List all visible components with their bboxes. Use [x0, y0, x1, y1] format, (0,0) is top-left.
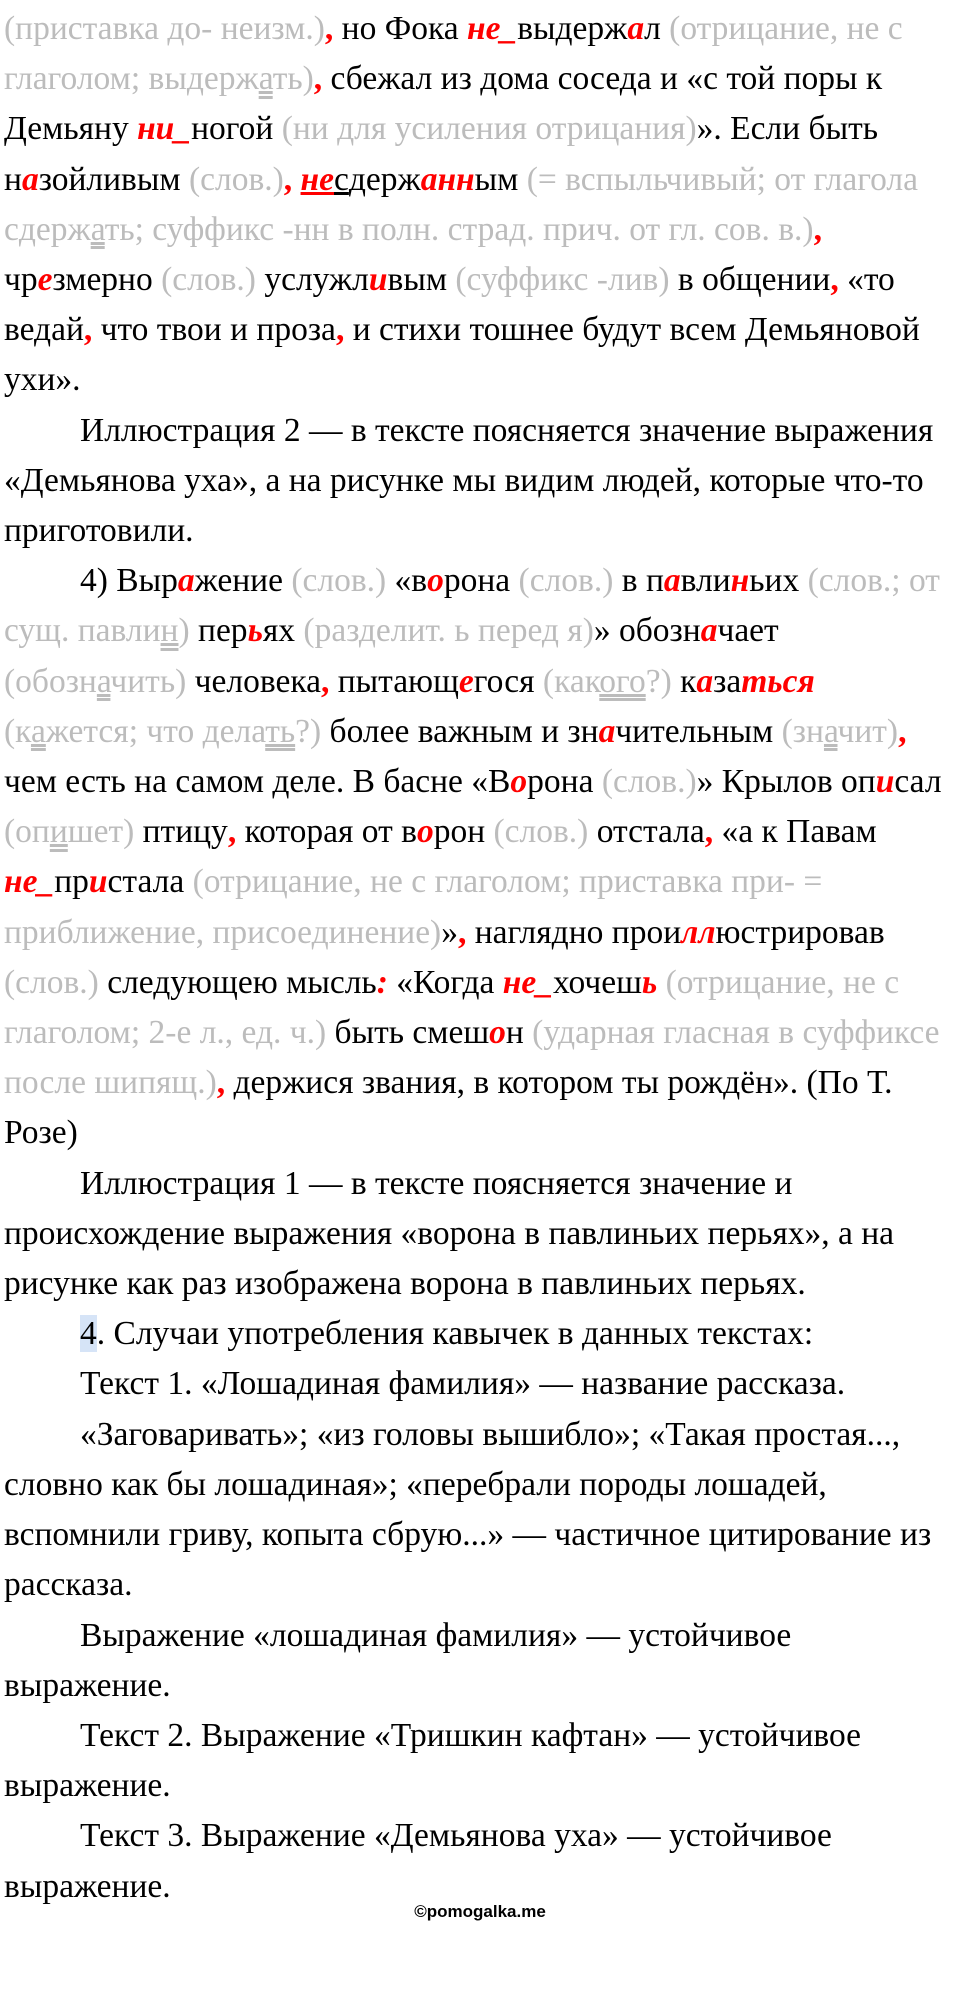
document-body	[4, 4, 956, 1912]
comment-run: и	[49, 813, 68, 851]
text-run: чительным	[615, 712, 782, 750]
highlight-run: о	[427, 562, 444, 600]
comment-run: а	[96, 662, 111, 700]
text-run: чр	[4, 261, 38, 299]
paragraph	[4, 4, 956, 406]
text-run: ым	[474, 160, 527, 198]
text-run: человека	[186, 662, 321, 700]
paragraph	[4, 1711, 956, 1811]
comment-run: а	[823, 712, 838, 750]
text-run: зойливым	[38, 160, 189, 198]
comment-run: (слов.)	[291, 562, 387, 600]
comment-run: (приставка до- неизм.)	[4, 10, 325, 47]
comment-run: а	[90, 210, 105, 248]
text-run: Текст 1. «Лошадиная фамилия» — название рассказа.	[80, 1365, 846, 1403]
text-run: «то ведай	[4, 261, 895, 349]
highlight-run: е	[458, 662, 474, 700]
highlight-run: лл	[681, 913, 716, 951]
text-run: стала	[107, 863, 193, 901]
comment-run: )	[178, 612, 190, 650]
highlight-run: а	[700, 612, 718, 650]
text-run: за	[713, 662, 742, 700]
text-run: Текст 3. Выражение «Демьянова уха» — устойчивое выражение.	[4, 1817, 832, 1905]
comment-run: (ни для усиления отрицания)	[281, 110, 697, 148]
paragraph	[4, 556, 956, 1158]
highlight-run: а	[21, 160, 39, 198]
text-run: выдерж	[517, 10, 628, 47]
comment-run: ть)	[272, 60, 314, 98]
paragraph	[4, 406, 956, 557]
comment-run: шет)	[67, 813, 135, 851]
comment-run: (слов.)	[161, 261, 256, 299]
text-run: сал	[894, 763, 942, 801]
text-run: ». Если быть н	[4, 110, 878, 198]
text-run: в п	[613, 562, 664, 600]
comment-run: (слов.)	[518, 562, 614, 600]
text-run: рона	[527, 763, 602, 801]
highlight-run: ,	[898, 712, 907, 750]
text-run: в общении	[669, 261, 831, 299]
highlight-run: ,	[813, 210, 822, 248]
text-run	[657, 964, 665, 1001]
comment-run: (зн	[781, 712, 824, 750]
text-run: »	[441, 913, 458, 951]
comment-run: (слов.)	[4, 963, 99, 1001]
text-run: Иллюстрация 1 — в тексте поясняется значение и происхождение выражения «ворона в павлиньих перьях», а на рисунке как раз изображена ворона в павлиньих перьях.	[4, 1164, 895, 1303]
comment-run: (слов.; от сущ. павли	[4, 562, 940, 650]
highlight-run: анн	[420, 160, 475, 198]
highlight-run: ,	[83, 311, 93, 349]
text-run: » Крылов оп	[696, 763, 876, 801]
text-run: отстала	[588, 813, 705, 851]
highlight-run: не_	[4, 863, 55, 901]
paragraph	[4, 1611, 956, 1711]
comment-run: (как	[542, 662, 600, 700]
comment-run: (слов.)	[188, 160, 284, 198]
comment-run: ть	[265, 712, 296, 750]
highlight-run: ь	[247, 612, 263, 650]
text-run: следующею мысль	[98, 963, 377, 1001]
text-run: н	[505, 1014, 533, 1052]
comment-run: (отрицание, не с глаголом; 2-е л., ед. ч.)	[4, 963, 900, 1052]
watermark: ©pomogalka.me	[414, 1902, 546, 1921]
comment-run: жется; что дела	[45, 712, 266, 750]
text-run: Выражение «лошадиная фамилия» — устойчивое выражение.	[4, 1616, 792, 1704]
highlight-run: ,	[704, 813, 714, 851]
paragraph	[4, 1159, 956, 1310]
text-run: держ	[348, 160, 421, 198]
text-run: Текст 2. Выражение «Тришкин кафтан» — устойчивое выражение.	[4, 1716, 862, 1805]
comment-run: (суффикс -лив)	[455, 261, 670, 299]
text-run: пр	[54, 863, 89, 901]
comment-run: ого	[599, 662, 646, 700]
highlight-run: и	[368, 261, 388, 299]
comment-run: а	[258, 60, 273, 98]
highlight-run: не_	[466, 10, 518, 47]
highlight-run: н	[730, 562, 750, 600]
text-run: наглядно прои	[466, 913, 682, 951]
comment-run: (обозн	[4, 662, 97, 700]
comment-run: ?)	[645, 662, 672, 700]
highlight-run: е	[37, 261, 53, 299]
highlight-run: :	[376, 963, 388, 1001]
text-run: » обозн	[593, 612, 701, 650]
comment-run: (оп	[4, 813, 50, 851]
text-run: быть смеш	[326, 1014, 490, 1052]
highlight-run: а	[627, 10, 645, 47]
highlight-run: ни_	[137, 110, 192, 148]
text-run: змерно	[52, 261, 162, 299]
highlight-run: а	[177, 562, 195, 600]
paragraph	[4, 1811, 956, 1911]
text-run: «Заговаривать»; «из головы вышибло»; «Такая простая..., словно как бы лошадиная»; «перебрали породы лошадей, вспомнили гриву, копыта сбрую...» — частичное цитирование из рассказа.	[4, 1415, 932, 1604]
text-run: Иллюстрация 2 — в тексте поясняется значение выражения «Демьянова уха», а на рисунке мы видим людей, которые что-то приготовили.	[4, 411, 934, 550]
comment-run: (разделит. ь перед я)	[303, 612, 594, 650]
highlight-run: ,	[216, 1064, 226, 1102]
highlight-run: не_	[502, 963, 553, 1001]
text-run: пер	[189, 612, 248, 650]
highlight-run: ,	[335, 311, 345, 349]
text-run: «а к Павам	[713, 813, 877, 851]
text-run: птицу	[134, 813, 228, 851]
text-run: . Случаи употребления кавычек в данных текстах:	[96, 1315, 814, 1353]
text-run: но Фока	[333, 10, 467, 47]
text-run: что твои и проза	[92, 311, 336, 349]
text-run: более важным и зн	[321, 712, 599, 750]
paragraph	[4, 1410, 956, 1611]
text-run: чает	[717, 612, 779, 650]
text-run: рон	[433, 813, 494, 851]
text-run: гося	[473, 662, 543, 700]
highlight-run: о	[489, 1014, 506, 1052]
text-run	[292, 161, 300, 198]
text-run: ьих	[749, 562, 808, 600]
comment-run: чит)	[837, 712, 899, 750]
highlight-run: а	[598, 712, 616, 750]
highlight-run: ,	[313, 60, 323, 98]
text-run: рона	[443, 562, 519, 600]
comment-run: (отрицание, не с глаголом; приставка при- = приближение, присоединение)	[4, 863, 823, 951]
comment-run: а	[30, 712, 46, 750]
text-run: «в	[386, 562, 428, 600]
highlight-run: ,	[320, 662, 330, 700]
text-run: жение	[194, 562, 292, 600]
paragraph	[4, 1359, 956, 1409]
text-run: вли	[680, 562, 731, 600]
highlight-run: о	[416, 813, 434, 851]
comment-run: (ударная гласная в суффиксе после шипящ.)	[4, 1014, 940, 1102]
text-run: и стихи тошнее будут всем Демьяновой ухи».	[4, 311, 920, 399]
text-run: пытающ	[329, 662, 459, 700]
text-run: вым	[387, 261, 456, 299]
text-run: хочеш	[553, 963, 642, 1001]
highlight-run: а	[663, 562, 681, 600]
highlight-run: ,	[830, 261, 839, 299]
underlined-run: с	[334, 160, 349, 198]
text-run: которая от в	[236, 813, 417, 851]
highlight-run: и	[88, 863, 108, 901]
text-run: юстрировав	[715, 913, 885, 951]
text-run: сбежал из дома соседа и «с той поры к Демьяну	[4, 60, 883, 148]
text-run: 4) Выр	[80, 562, 178, 600]
highlight-run: ,	[457, 913, 467, 951]
highlight-run: а	[696, 662, 714, 700]
highlight-run: ,	[324, 10, 334, 47]
comment-run: н	[160, 612, 179, 650]
text-run: держися звания, в котором ты рождён». (По Т. Розе)	[4, 1064, 893, 1152]
highlight-run: ь	[641, 963, 658, 1001]
text-run: к	[671, 662, 697, 700]
highlight-run: ться	[741, 662, 815, 700]
comment-run: (к	[4, 712, 31, 750]
comment-run: (отрицание, не с глаголом; выдерж	[4, 10, 903, 98]
text-run: «Когда	[387, 963, 503, 1001]
highlight-run: ,	[283, 160, 293, 198]
text-run: ногой	[191, 110, 282, 148]
comment-run: (= вспыльчивый; от глагола сдерж	[4, 160, 919, 248]
selected-run: 4	[80, 1315, 97, 1353]
paragraph	[4, 1309, 956, 1359]
text-run: чем есть на самом деле. В басне «В	[4, 763, 511, 801]
text-run: л	[644, 10, 670, 47]
comment-run: ть; суффикс -нн в полн. страд. прич. от гл. сов. в.)	[104, 210, 814, 248]
highlight-run: о	[510, 763, 528, 801]
comment-run: чить)	[110, 662, 187, 700]
highlight-run: ,	[227, 813, 237, 851]
comment-run: ?)	[295, 712, 322, 750]
text-run: услужл	[255, 261, 369, 299]
comment-run: (слов.)	[493, 813, 589, 851]
highlight-run: и	[875, 763, 895, 801]
comment-run: (слов.)	[601, 763, 697, 801]
text-run: ях	[262, 612, 304, 650]
highlight-run: не	[300, 160, 335, 198]
